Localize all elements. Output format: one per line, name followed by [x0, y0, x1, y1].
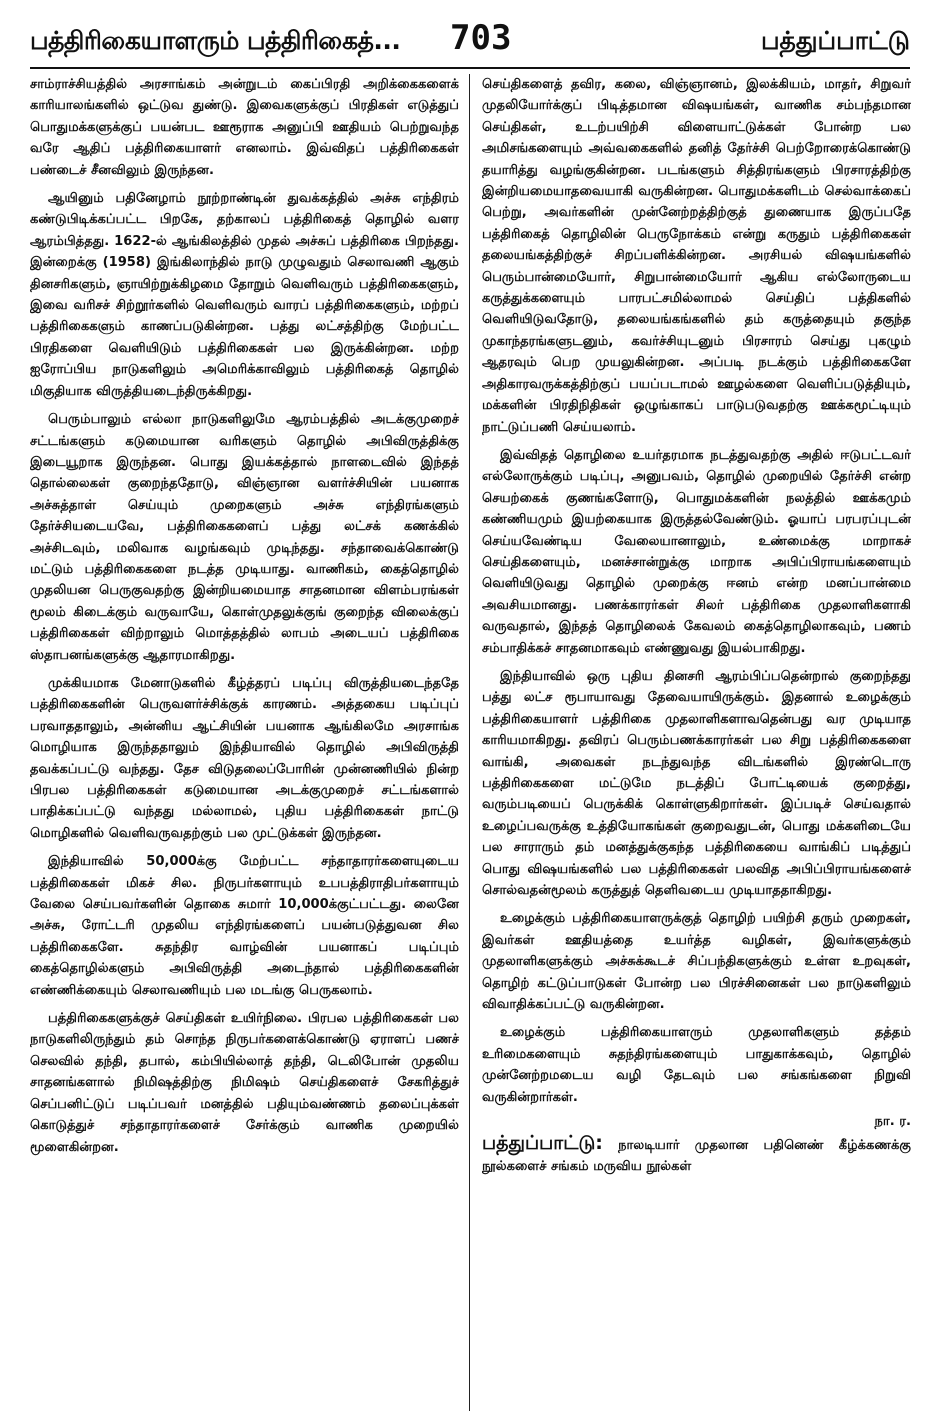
paragraph: இந்தியாவில் ஒரு புதிய தினசரி ஆரம்பிப்பதென்றால் குறைந்தது பத்து லட்ச ரூபாயாவது தேவையாயிருக்கும். இதனால் உழைக்கும் பத்திரிகையாளர் பத்திரிகை முதலாளிகளாவதென்பது வர முடியாத காரியமாகிறது. தவிரப் பெரும்பணக்காரர்கள் பல சிறு பத்திரிகைகளை வாங்கி, அவைகள் நடந்துவந்த விடங்களில் இரண்டொரு பத்திரிகைகளை மட்டுமே நடத்திப் போட்டியைக் குறைத்து, வரும்படியைப் பெருக்கிக் கொள்ளுகிறார்கள். இப்படிச் செய்வதால் உழைப்பவருக்கு உத்தியோகங்கள் குறைவதுடன், பொது மக்களிடையே பல சாராரும் தம் மனத்துக்குகந்த பத்திரிகையை வாங்கிப் படித்துப் பொது விஷயங்களில் பல பத்திரிகைகள் பலவித அபிப்பிராயங்களைச் சொல்வதன்மூலம் கருத்துத் தெளிவடைய முடியாததாகிறது.	[482, 668, 911, 899]
running-title-left: பத்திரிகையாளரும் பத்திரிகைத்...	[30, 26, 401, 55]
paragraph: பெரும்பாலும் எல்லா நாடுகளிலுமே ஆரம்பத்தில் அடக்குமுறைச் சட்டங்களும் கடுமையான வரிகளும் தொழில் அபிவிருத்திக்கு இடையூறாக இருந்தன. பொது இயக்கத்தால் நாளடைவில் இந்தத் தொல்லைகள் குறைந்ததோடு, விஞ்ஞான வளர்ச்சியின் பயனாக அச்சுத்தாள் செய்யும் முறைகளும் அச்சு எந்திரங்களும் தேர்ச்சியடையவே, பத்திரிகைகளைப் பத்து லட்சக் கணக்கில் அச்சிடவும், மலிவாக வழங்கவும் முடிந்தது. சந்தாவைக்கொண்டு மட்டும் பத்திரிகைகளை நடத்த முடியாது. வாணிகம், கைத்தொழில் முதலியன பெருகுவதற்கு இன்றியமையாத சாதனமான விளம்பரங்கள் மூலம் கிடைக்கும் வருவாயே, கொள்முதலுக்குங் குறைந்த விலைக்குப் பத்திரிகைகள் விற்றாலும் மொத்தத்தில் லாபம் அடையப் பத்திரிகை ஸ்தாபனங்களுக்கு ஆதாரமாகிறது.	[30, 412, 459, 663]
paragraph: இவ்விதத் தொழிலை உயர்தரமாக நடத்துவதற்கு அதில் ஈடுபட்டவர் எல்லோருக்கும் படிப்பு, அனுபவம், தொழில் முறையில் தேர்ச்சி என்ற செயற்கைக் குணங்களோடு, பொதுமக்களின் நலத்தில் ஊக்கமும் கண்ணியமும் இயற்கையாக இருத்தல்வேண்டும். ஓயாப் பரபரப்புடன் செய்யவேண்டிய வேலையானாலும், உண்மைக்கு மாறாகச் செய்திகளையும், மனச்சான்றுக்கு மாறாக அபிப்பிராயங்களையும் வெளியிடுவது தொழில் முறைக்கு ஈனம் என்ற மனப்பான்மை அவசியமானது. பணக்காரர்கள் சிலர் பத்திரிகை முதலாளிகளாகி வருவதால், இந்தத் தொழிலைக் கேவலம் கைத்தொழிலாகவும், பணம் சம்பாதிக்கச் சாதனமாகவும் எண்ணுவது இயல்பாகிறது.	[482, 447, 911, 656]
running-title-right: பத்துப்பாட்டு	[760, 26, 910, 55]
paragraph: இந்தியாவில் 50,000க்கு மேற்பட்ட சந்தாதாரர்களையுடைய பத்திரிகைகள் மிகச் சில. நிருபர்களாயும் உபபத்திராதிபர்களாயும் வேலை செய்பவர்களின் தொகை சுமார் 10,000க்குட்பட்டது. லைனே அச்சு, ரோட்டரி முதலிய எந்திரங்களைப் பயன்படுத்துவன சில பத்திரிகைகளே. சுதந்திர வாழ்வின் பயனாகப் படிப்பும் கைத்தொழில்களும் அபிவிருத்தி அடைந்தால் பத்திரிகைகளின் எண்ணிக்கையும் செலாவணியும் பல மடங்கு பெருகலாம்.	[30, 854, 459, 998]
paragraph: உழைக்கும் பத்திரிகையாளரும் முதலாளிகளும் தத்தம் உரிமைகளையும் சுதந்திரங்களையும் பாதுகாக்கவும், தொழில் முன்னேற்றமடைய வழி தேடவும் பல சங்கங்களை நிறுவி வருகின்றார்கள்.	[482, 1025, 911, 1105]
header-rule	[30, 67, 910, 69]
right-column	[482, 74, 911, 1411]
paragraph: பத்திரிகைகளுக்குச் செய்திகள் உயிர்நிலை. பிரபல பத்திரிகைகள் பல நாடுகளிலிருந்தும் தம் சொந்த நிருபர்களைக்கொண்டு ஏராளப் பணச் செலவில் தந்தி, தபால், கம்பியில்லாத் தந்தி, டெலிபோன் முதலிய சாதனங்களால் நிமிஷத்திற்கு நிமிஷம் செய்திகளைச் சேகரித்துச் செப்பனிட்டுப் படிப்பவர் மனத்தில் பதியும்வண்ணம் தலைப்புக்கள் கொடுத்துச் சந்தாதாரர்களைச் சேர்க்கும் வாணிக முறையில் மூளைகின்றன.	[30, 1011, 459, 1155]
column-divider	[469, 74, 470, 1411]
next-entry	[482, 1133, 911, 1178]
left-column	[30, 74, 459, 1411]
entry-text: நாலடியார் முதலான பதினெண் கீழ்க்கணக்கு நூல்களைச் சங்கம் மருவிய நூல்கள்	[482, 1137, 911, 1174]
author-signature: நா. ர.	[874, 1114, 911, 1130]
paragraph: செய்திகளைத் தவிர, கலை, விஞ்ஞானம், இலக்கியம், மாதர், சிறுவர் முதலியோர்க்குப் பிடித்தமான விஷயங்கள், வாணிக சம்பந்தமான செய்திகள், உடற்பயிற்சி விளையாட்டுக்கள் போன்ற பல அமிசங்களையும் அவ்வகைகளில் தனித் தேர்ச்சி பெற்றோரைக்கொண்டு தயாரித்து வழங்குகின்றன. படங்களும் சித்திரங்களும் பிரசாரத்திற்கு இன்றியமையாதவையாகி வருகின்றன. பொதுமக்களிடம் செல்வாக்கைப் பெற்று, அவர்களின் முன்னேற்றத்திற்குத் துணையாக இருப்பதே பத்திரிகைத் தொழிலின் பெருநோக்கம் என்று கருதும் பத்திரிகைகள் தலையங்கத்திற்குச் சிறப்பளிக்கின்றன. அரசியல் விஷயங்களில் பெரும்பான்மையோர், சிறுபான்மையோர் ஆகிய எல்லோருடைய கருத்துக்களையும் பாரபட்சமில்லாமல் செய்திப் பத்திகளில் வெளியிடுவதோடு, தலையங்கங்களில் தம் கருத்தையும் தகுந்த முகாந்தரங்களுடனும், கவர்ச்சியுடனும் பிரசாரம் செய்து புகழும் ஆதரவும் பெற முயலுகின்றன. அப்படி நடக்கும் பத்திரிகைகளே அதிகாரவருக்கத்திற்குப் பயப்படாமல் ஊழல்களை வெளிப்படுத்தியும், மக்களின் பிரதிநிதிகள் ஒழுங்காகப் பாடுபடுவதற்கு ஊக்கமூட்டியும் நாட்டுப்பணி செய்யலாம்.	[482, 77, 911, 435]
paragraph: சாம்ராச்சியத்தில் அரசாங்கம் அன்றுடம் கைப்பிரதி அறிக்கைகளைக் காரியாலங்களில் ஒட்டுவ துண்டு. இவைகளுக்குப் பிரதிகள் எடுத்துப் பொதுமக்களுக்குப் பயன்பட ஊரூராக அனுப்பி ஊதியம் பெற்றுவந்த வரே ஆதிப் பத்திரிகையாளர் எனலாம். இவ்விதப் பத்திரிகைகள் பண்டைச் சீனவிலும் இருந்தன.	[30, 77, 459, 178]
page-number: 703	[450, 18, 512, 58]
paragraph: ஆயினும் பதினேழாம் நூற்றாண்டின் துவக்கத்தில் அச்சு எந்திரம் கண்டுபிடிக்கப்பட்ட பிறகே, தற்காலப் பத்திரிகைத் தொழில் வளர ஆரம்பித்தது. 1622-ல் ஆங்கிலத்தில் முதல் அச்சுப் பத்திரிகை பிறந்தது. இன்றைக்கு (1958) இங்கிலாந்தில் நாடு முழுவதும் செலாவணி ஆகும் தினசரிகளும், ஞாயிற்றுக்கிழமை தோறும் வெளிவரும் பத்திரிகைகளும், இவை வரிசச் சிற்றூர்களில் வெளிவரும் வாரப் பத்திரிகைகளும், மற்றப் பத்திரிகைகளும் காணப்படுகின்றன. பத்து லட்சத்திற்கு மேற்பட்ட பிரதிகளை வெளியிடும் பத்திரிகைகள் பல இருக்கின்றன. மற்ற ஐரோப்பிய நாடுகளிலும் அமெரிக்காவிலும் பத்திரிகைத் தொழில் மிகுதியாக விருத்தியடைந்திருக்கிறது.	[30, 191, 459, 399]
entry-headword: பத்துப்பாட்டு:	[482, 1131, 603, 1154]
paragraph: உழைக்கும் பத்திரிகையாளருக்குத் தொழிற் பயிற்சி தரும் முறைகள், இவர்கள் ஊதியத்தை உயர்த்த வழிகள், இவர்களுக்கும் முதலாளிகளுக்கும் அச்சுக்கூடச் சிப்பந்திகளுக்கும் உள்ள உறவுகள், தொழிற் கட்டுப்பாடுகள் போன்ற பல பிரச்சினைகள் பல நாடுகளிலும் விவாதிக்கப்பட்டு வருகின்றன.	[482, 911, 911, 1013]
paragraph: முக்கியமாக மேனாடுகளில் கீழ்த்தரப் படிப்பு விருத்தியடைந்ததே பத்திரிகைகளின் பெருவளர்ச்சிக்குக் காரணம். அத்தகைய படிப்புப் பரவாததாலும், அன்னிய ஆட்சியின் பயனாக ஆங்கிலமே அரசாங்க மொழியாக இருந்ததாலும் இந்தியாவில் தொழில் அபிவிருத்தி தவக்கப்பட்டு வந்தது. தேச விடுதலைப்போரின் முன்னணியில் நின்ற பிரபல பத்திரிகைகள் கடுமையான அடக்குமுறைச் சட்டங்களால் பாதிக்கப்பட்டு வந்தது மல்லாமல், புதிய பத்திரிகைகள் நாட்டு மொழிகளில் வெளிவருவதற்கும் பல முட்டுக்கள் இருந்தன.	[30, 675, 459, 841]
page-header	[30, 18, 910, 62]
